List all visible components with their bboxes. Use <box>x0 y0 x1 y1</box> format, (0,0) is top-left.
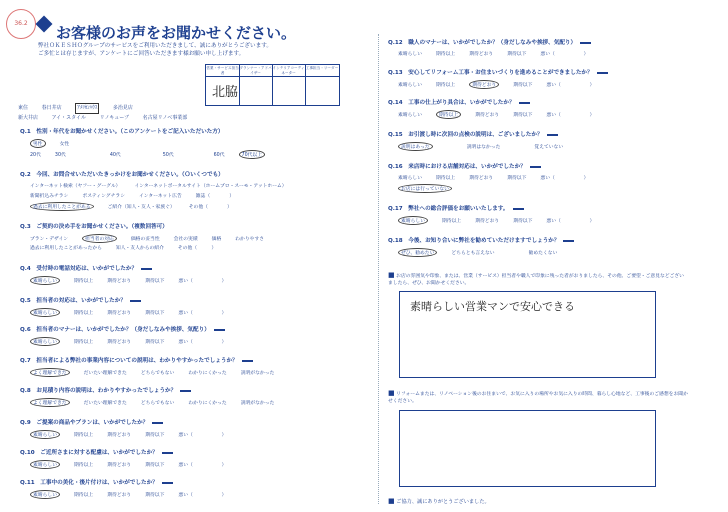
q2-options: インターネット検索（ヤフー・グーグル） インターネットポータルサイト（ホームプロ・スーモ・アットホーム） <box>30 184 287 189</box>
question-q17: Q.17 弊社への総合評価をお願いいたします。 <box>388 204 524 212</box>
q18-options: ぜひ、勧めたい どちらとも言えない 勧めたくない <box>398 248 571 257</box>
question-q4: Q.4 受付時の電話対応は、いかがでしたか？ <box>20 264 152 272</box>
store-option[interactable]: 多治見店 <box>112 105 133 111</box>
brand-mark-icon <box>36 16 53 33</box>
q17-options: 素晴らしい 期待以上 期待どおり 期待以下 悪い（ ） <box>398 216 608 225</box>
page-title: お客様のお声をお聞かせください。 <box>56 24 297 42</box>
question-q12: Q.12 職人のマナーは、いかがでしたか？（身だしなみや挨拶、気配り） <box>388 38 591 46</box>
square-bullet-icon: ■ <box>388 497 395 505</box>
square-bullet-icon: ■ <box>388 271 395 279</box>
store-option[interactable]: 名古屋リノベ事業部 <box>142 114 188 121</box>
comment2-prompt: ■ リフォームまたは、リノベーション後のお住まいで、お気に入りの場所やお気に入りの時間、暮らし心地など、工事後のご感想をお聞かせください。 <box>388 389 688 404</box>
q10-options: 素晴らしい 期待以上 期待どおり 期待以下 悪い（ ） <box>30 460 240 469</box>
q13-options: 素晴らしい 期待以上 期待どおり 期待以下 悪い（ ） <box>398 80 608 89</box>
q12-options: 素晴らしい 期待以上 期待どおり 期待以下 悪い（ ） <box>398 52 589 57</box>
intro-line-2: ご多忙とは存じますが、アンケートにご回答いただきます様お願い申し上げます。 <box>38 51 245 57</box>
question-q14: Q.14 工事の仕上がり具合は、いかがでしたか？ <box>388 98 530 106</box>
q8-options: よく理解できた だいたい理解できた どちらでもない わかりにくかった 説明がなかった <box>30 398 288 407</box>
q3-options: プラン・デザイン 担当者の対応 価格の妥当性 会社の実績 価格 わかりやすさ <box>30 234 278 243</box>
question-q16: Q.16 来店時における店舗対応は、いかがでしたか？ <box>388 162 541 170</box>
q16-options-2: お店には行っていない <box>398 184 466 193</box>
comment1-handwritten: 素晴らしい営業マンで安心できる <box>410 300 575 313</box>
q1-age-options: 20代 30代 40代 50代 60代 70代以上 <box>30 150 279 159</box>
store-option[interactable]: ｱﾒﾘｶﾝﾊｳｽ <box>75 103 99 114</box>
question-q8: Q.8 お見積り内容の説明は、わかりやすかったでしょうか？ <box>20 386 191 394</box>
q5-options: 素晴らしい 期待以上 期待どおり 期待以下 悪い（ ） <box>30 308 240 317</box>
staff-header-sales: 営業・サービス担当者 <box>206 66 239 75</box>
question-q7: Q.7 担当者による弊社の事業内容についての説明は、わかりやすかったでしょうか？ <box>20 356 253 364</box>
square-bullet-icon: ■ <box>388 389 395 397</box>
comment2-box[interactable] <box>399 410 656 487</box>
staff-handwritten-name[interactable]: 北脇 <box>212 85 239 100</box>
question-q10: Q.10 ご近所さまに対する配慮は、いかがでしたか？ <box>20 448 173 456</box>
store-option[interactable]: アイ・スタイル <box>51 114 87 121</box>
question-q11: Q.11 工事中の美化・後片付けは、いかがでしたか？ <box>20 478 173 486</box>
received-stamp: 36.2 <box>6 9 36 39</box>
question-q2: Q.2 今回、お問合せいただいたきっかけをお聞かせください。（Ｏいくつでも） <box>20 172 224 178</box>
staff-header-planner: プランナー・アドバイザー <box>239 66 272 75</box>
comment1-box[interactable] <box>399 291 656 378</box>
column-divider <box>378 34 379 504</box>
thanks-footer: ■ ご協力、誠にありがとうございました。 <box>388 497 490 505</box>
q4-options: 素晴らしい 期待以上 期待どおり 期待以下 悪い（ ） <box>30 276 240 285</box>
q1-options: 男性 女性 <box>30 139 83 148</box>
question-q1: Q.1 性別・年代をお聞かせください。（このアンケートをご記入いただいた方） <box>20 129 224 135</box>
staff-header-interior: インテリアコーディネーター <box>272 66 305 75</box>
q9-options: 素晴らしい 期待以上 期待どおり 期待以下 悪い（ ） <box>30 430 240 439</box>
q11-options: 素晴らしい 期待以上 期待どおり 期待以下 悪い（ ） <box>30 490 240 499</box>
staff-header-construction: 工事担当・リーダー <box>305 65 339 77</box>
store-option[interactable]: 新大井店 <box>18 114 39 121</box>
q6-options: 素晴らしい 期待以上 期待どおり 期待以下 悪い（ ） <box>30 337 240 346</box>
store-option[interactable]: 春日井店 <box>41 105 62 111</box>
q2-options-2: 新聞折込みチラシ ポスティングチラシ インターネット広告 雑誌（ ） <box>30 194 235 199</box>
question-q3: Q.3 ご契約の決め手をお聞かせください。（複数回答可） <box>20 224 168 230</box>
q2-options-3: 過去に利用したことがある ご紹介（知人・友人・家族ぐ） その他（ ） <box>30 202 246 211</box>
question-q5: Q.5 担当者の対応は、いかがでしたか？ <box>20 296 141 304</box>
question-q15: Q.15 お引渡し時に次回の点検の説明は、ございましたか？ <box>388 130 558 138</box>
intro-text <box>38 42 272 58</box>
q7-options: よく理解できた だいたい理解できた どちらでもない わかりにくかった 説明がなかった <box>30 368 288 377</box>
store-option[interactable]: リノキューブ <box>99 114 130 121</box>
q3-options-2: 過去に利用したことがあったから 知人・友人からの紹介 その他（ ） <box>30 246 217 251</box>
q15-options: 説明はあった 説明はなかった 覚えていない <box>398 142 577 151</box>
question-q9: Q.9 ご提案の商品やプランは、いかがでしたか？ <box>20 418 163 426</box>
question-q13: Q.13 安心してリフォーム工事・お住まいづくりを進めることができましたか？ <box>388 68 608 76</box>
question-q6: Q.6 担当者のマナーは、いかがでしたか？（身だしなみや挨拶、気配り） <box>20 325 225 333</box>
question-q18: Q.18 今後、お知り合いに弊社を勧めていただけますでしょうか？ <box>388 236 574 244</box>
intro-line-1: 弊社ＯＫＥＳＨＯグループのサービスをご利用いただきまして、誠にありがとうございます。 <box>38 43 272 49</box>
store-list <box>18 103 358 122</box>
q16-options: 素晴らしい 期待以上 期待どおり 期待以下 悪い（ ） <box>398 176 589 181</box>
staff-table <box>205 64 340 106</box>
q14-options: 素晴らしい 期待以上 期待どおり 期待以下 悪い（ ） <box>398 110 608 119</box>
store-option[interactable]: 東住 <box>18 105 29 111</box>
comment1-prompt: ■ お店の雰囲気や印象、または、営業（サービス）担当者や職人で印象に残った者がおりましたら、その他、ご要望・ご意見などございましたら、ぜひ、お聞かせください。 <box>388 271 684 286</box>
